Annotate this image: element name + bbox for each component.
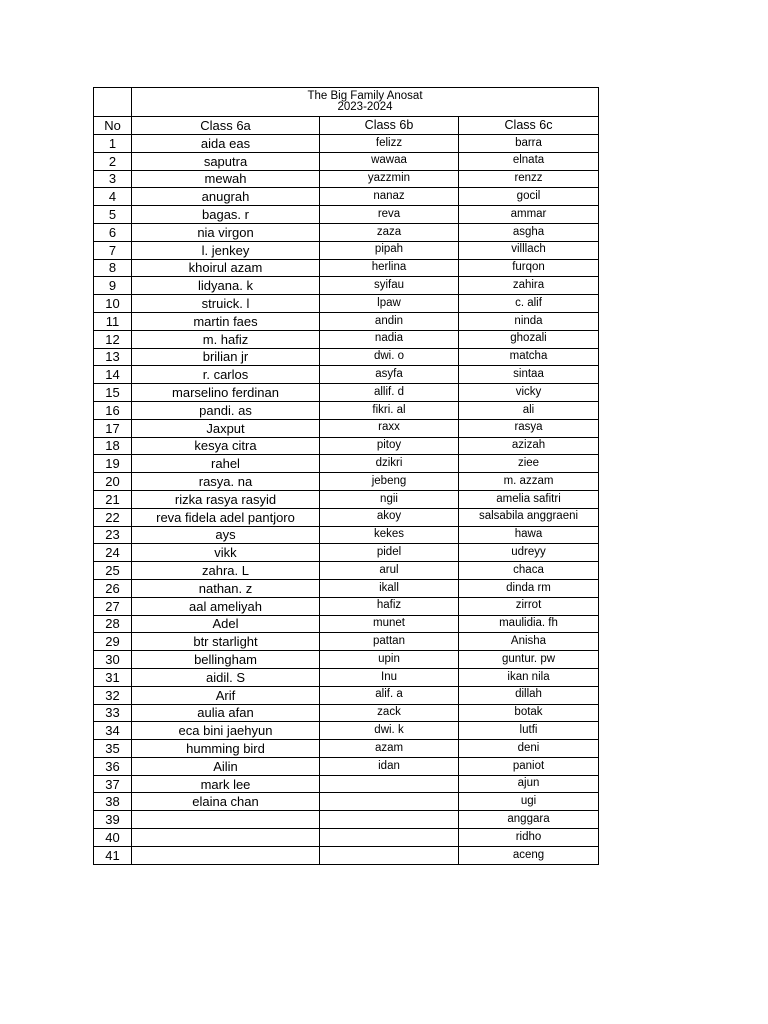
class-6a-name: bellingham [132, 651, 320, 669]
title-text: The Big Family Anosat [307, 89, 423, 102]
class-6c-name: deni [459, 740, 599, 758]
class-6b-name: fikri. al [320, 401, 459, 419]
row-number: 16 [94, 401, 132, 419]
class-6a-name: struick. l [132, 295, 320, 313]
class-6b-name: arul [320, 562, 459, 580]
class-6b-name: idan [320, 757, 459, 775]
table-row [94, 775, 599, 793]
class-6b-name: ikall [320, 579, 459, 597]
class-6c-name: ajun [459, 775, 599, 793]
table-row [94, 135, 599, 153]
class-6b-name: pidel [320, 544, 459, 562]
class-6a-name: aida eas [132, 135, 320, 153]
row-number: 19 [94, 455, 132, 473]
class-6b-name: zack [320, 704, 459, 722]
class-6a-name: martin faes [132, 312, 320, 330]
row-number: 12 [94, 330, 132, 348]
class-6a-name: Jaxput [132, 419, 320, 437]
row-number: 21 [94, 490, 132, 508]
class-6c-name: paniot [459, 757, 599, 775]
class-6b-name: dzikri [320, 455, 459, 473]
class-6a-name [132, 829, 320, 847]
row-number: 28 [94, 615, 132, 633]
table-row [94, 312, 599, 330]
row-number: 20 [94, 473, 132, 491]
class-6c-name: Anisha [459, 633, 599, 651]
header-row [94, 117, 599, 135]
row-number: 27 [94, 597, 132, 615]
header-class-6c: Class 6c [459, 117, 599, 135]
row-number: 3 [94, 170, 132, 188]
class-6b-name [320, 811, 459, 829]
class-6c-name: ugi [459, 793, 599, 811]
row-number: 35 [94, 740, 132, 758]
row-number: 25 [94, 562, 132, 580]
class-6c-name: ghozali [459, 330, 599, 348]
table-row [94, 793, 599, 811]
class-6c-name: chaca [459, 562, 599, 580]
class-6a-name: Arif [132, 686, 320, 704]
row-number: 18 [94, 437, 132, 455]
class-6a-name: khoirul azam [132, 259, 320, 277]
class-6b-name: dwi. k [320, 722, 459, 740]
class-6c-name: amelia safitri [459, 490, 599, 508]
table-row [94, 757, 599, 775]
row-number: 8 [94, 259, 132, 277]
class-6a-name: aidil. S [132, 668, 320, 686]
row-number: 41 [94, 846, 132, 864]
class-6a-name: rizka rasya rasyid [132, 490, 320, 508]
class-6a-name: btr starlight [132, 633, 320, 651]
class-6a-name: mewah [132, 170, 320, 188]
class-6c-name: barra [459, 135, 599, 153]
row-number: 32 [94, 686, 132, 704]
table-row [94, 348, 599, 366]
class-6a-name: brilian jr [132, 348, 320, 366]
row-number: 37 [94, 775, 132, 793]
class-6b-name: Inu [320, 668, 459, 686]
class-6c-name: ikan nila [459, 668, 599, 686]
class-6a-name: m. hafiz [132, 330, 320, 348]
class-6a-name: pandi. as [132, 401, 320, 419]
row-number: 6 [94, 223, 132, 241]
class-6c-name: udreyy [459, 544, 599, 562]
class-6c-name: elnata [459, 152, 599, 170]
class-6a-name: lidyana. k [132, 277, 320, 295]
table-row [94, 722, 599, 740]
row-number: 1 [94, 135, 132, 153]
class-6c-name: ridho [459, 829, 599, 847]
header-class-6a: Class 6a [132, 117, 320, 135]
class-6b-name: reva [320, 206, 459, 224]
class-6b-name [320, 793, 459, 811]
row-number: 13 [94, 348, 132, 366]
class-6c-name: gocil [459, 188, 599, 206]
row-number: 22 [94, 508, 132, 526]
table-row [94, 152, 599, 170]
table-row [94, 490, 599, 508]
table-row [94, 508, 599, 526]
table-row [94, 740, 599, 758]
row-number: 33 [94, 704, 132, 722]
row-number: 39 [94, 811, 132, 829]
title-row [94, 88, 599, 117]
table-row [94, 437, 599, 455]
row-number: 4 [94, 188, 132, 206]
table-title [132, 88, 599, 117]
class-6c-name: renzz [459, 170, 599, 188]
class-6a-name: ays [132, 526, 320, 544]
class-6b-name: azam [320, 740, 459, 758]
class-6b-name: wawaa [320, 152, 459, 170]
class-6a-name: zahra. L [132, 562, 320, 580]
class-6b-name: jebeng [320, 473, 459, 491]
row-number: 9 [94, 277, 132, 295]
row-number: 7 [94, 241, 132, 259]
class-6c-name: c. alif [459, 295, 599, 313]
table-row [94, 206, 599, 224]
class-6b-name: pipah [320, 241, 459, 259]
class-6b-name: ngii [320, 490, 459, 508]
class-6a-name: marselino ferdinan [132, 384, 320, 402]
class-6b-name: zaza [320, 223, 459, 241]
row-number: 10 [94, 295, 132, 313]
class-6c-name: ziee [459, 455, 599, 473]
table-row [94, 401, 599, 419]
class-6c-name: zirrot [459, 597, 599, 615]
class-6b-name: munet [320, 615, 459, 633]
row-number: 23 [94, 526, 132, 544]
class-6c-name: matcha [459, 348, 599, 366]
class-6b-name: yazzmin [320, 170, 459, 188]
class-6c-name: botak [459, 704, 599, 722]
class-6b-name: syifau [320, 277, 459, 295]
table-row [94, 526, 599, 544]
table-row [94, 223, 599, 241]
row-number: 24 [94, 544, 132, 562]
class-6b-name: allif. d [320, 384, 459, 402]
roster-table [93, 87, 599, 865]
class-6a-name: l. jenkey [132, 241, 320, 259]
class-6c-name: villlach [459, 241, 599, 259]
class-6a-name: r. carlos [132, 366, 320, 384]
class-6c-name: m. azzam [459, 473, 599, 491]
table-row [94, 829, 599, 847]
class-6b-name: upin [320, 651, 459, 669]
class-6a-name: rasya. na [132, 473, 320, 491]
class-6b-name [320, 846, 459, 864]
row-number: 15 [94, 384, 132, 402]
class-6c-name: dillah [459, 686, 599, 704]
class-6b-name: raxx [320, 419, 459, 437]
class-6c-name: asgha [459, 223, 599, 241]
row-number: 11 [94, 312, 132, 330]
class-6c-name: ninda [459, 312, 599, 330]
class-6b-name: hafiz [320, 597, 459, 615]
class-6a-name: vikk [132, 544, 320, 562]
class-6a-name: nathan. z [132, 579, 320, 597]
class-6a-name: eca bini jaehyun [132, 722, 320, 740]
class-6b-name [320, 829, 459, 847]
row-number: 2 [94, 152, 132, 170]
class-6c-name: ali [459, 401, 599, 419]
class-6a-name: aulia afan [132, 704, 320, 722]
table-row [94, 419, 599, 437]
class-6a-name: humming bird [132, 740, 320, 758]
class-6a-name: aal ameliyah [132, 597, 320, 615]
class-6c-name: guntur. pw [459, 651, 599, 669]
table-row [94, 668, 599, 686]
class-6c-name: lutfi [459, 722, 599, 740]
row-number: 17 [94, 419, 132, 437]
row-number: 26 [94, 579, 132, 597]
class-6c-name: hawa [459, 526, 599, 544]
class-6b-name: asyfa [320, 366, 459, 384]
table-row [94, 384, 599, 402]
table-row [94, 170, 599, 188]
table-row [94, 241, 599, 259]
header-no: No [94, 117, 132, 135]
table-row [94, 704, 599, 722]
table-row [94, 562, 599, 580]
class-6c-name: vicky [459, 384, 599, 402]
table-row [94, 651, 599, 669]
table-row [94, 295, 599, 313]
header-class-6b: Class 6b [320, 117, 459, 135]
class-6a-name: kesya citra [132, 437, 320, 455]
class-6b-name: herlina [320, 259, 459, 277]
class-6a-name: nia virgon [132, 223, 320, 241]
class-6b-name: andin [320, 312, 459, 330]
class-6c-name: anggara [459, 811, 599, 829]
row-number: 34 [94, 722, 132, 740]
row-number: 30 [94, 651, 132, 669]
table-row [94, 846, 599, 864]
table-row [94, 455, 599, 473]
table-row [94, 259, 599, 277]
class-6c-name: dinda rm [459, 579, 599, 597]
table-row [94, 330, 599, 348]
year-text: 2023-2024 [337, 101, 393, 113]
class-6a-name: saputra [132, 152, 320, 170]
row-number: 29 [94, 633, 132, 651]
class-6b-name: lpaw [320, 295, 459, 313]
table-row [94, 615, 599, 633]
table-row [94, 188, 599, 206]
class-6b-name: nanaz [320, 188, 459, 206]
class-6b-name: pattan [320, 633, 459, 651]
class-6c-name: azizah [459, 437, 599, 455]
class-6a-name: reva fidela adel pantjoro [132, 508, 320, 526]
class-6c-name: furqon [459, 259, 599, 277]
class-6a-name: bagas. r [132, 206, 320, 224]
row-number: 40 [94, 829, 132, 847]
class-6b-name: kekes [320, 526, 459, 544]
table-row [94, 811, 599, 829]
table-row [94, 579, 599, 597]
class-6a-name: mark lee [132, 775, 320, 793]
table-row [94, 686, 599, 704]
class-6c-name: ammar [459, 206, 599, 224]
class-6b-name: dwi. o [320, 348, 459, 366]
class-6c-name: maulidia. fh [459, 615, 599, 633]
class-6a-name [132, 846, 320, 864]
table-row [94, 473, 599, 491]
class-6c-name: sintaa [459, 366, 599, 384]
class-6c-name: zahira [459, 277, 599, 295]
class-6a-name: rahel [132, 455, 320, 473]
row-number: 31 [94, 668, 132, 686]
corner-cell [94, 88, 132, 117]
class-6b-name: akoy [320, 508, 459, 526]
class-6a-name: elaina chan [132, 793, 320, 811]
class-6a-name: Adel [132, 615, 320, 633]
table-row [94, 366, 599, 384]
class-6c-name: aceng [459, 846, 599, 864]
row-number: 5 [94, 206, 132, 224]
row-number: 14 [94, 366, 132, 384]
class-6c-name: rasya [459, 419, 599, 437]
class-6b-name: alif. a [320, 686, 459, 704]
table-row [94, 277, 599, 295]
table-row [94, 597, 599, 615]
class-6b-name: nadia [320, 330, 459, 348]
class-6c-name: salsabila anggraeni [459, 508, 599, 526]
row-number: 38 [94, 793, 132, 811]
class-6b-name: felizz [320, 135, 459, 153]
class-6b-name [320, 775, 459, 793]
class-6a-name: anugrah [132, 188, 320, 206]
class-6a-name [132, 811, 320, 829]
row-number: 36 [94, 757, 132, 775]
class-6b-name: pitoy [320, 437, 459, 455]
table-row [94, 633, 599, 651]
class-6a-name: Ailin [132, 757, 320, 775]
table-row [94, 544, 599, 562]
